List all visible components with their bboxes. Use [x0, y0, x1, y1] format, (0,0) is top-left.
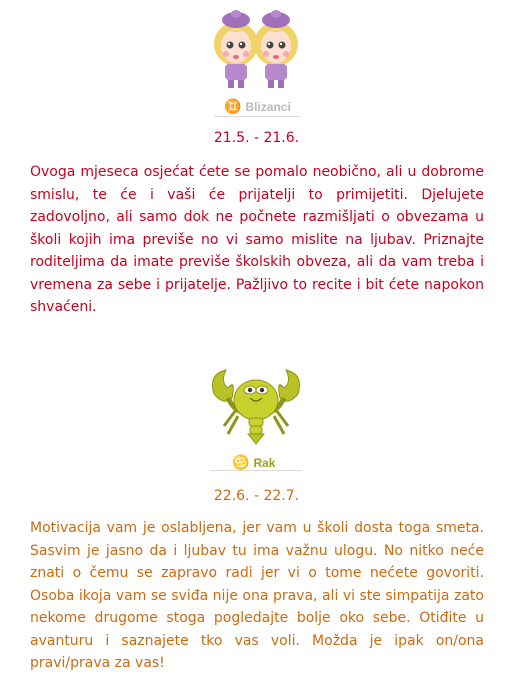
horoscope-text: Ovoga mjeseca osjećat ćete se pomalo neobično, ali u dobrome smislu, te će i vaši će prijatelji to primijetiti. Djelujete zadovoljno, ali samo dok ne počnete razmišljati o obvezama u školi kojih ima previše no vi samo mislite na ljubav. Priznajte roditeljima da imate previše školskih obveza, ali da vam treba i vremena za sebe i prijatelje. Pažljivo to recite i bit ćete napokon shvaćeni. [30, 164, 484, 315]
divider [214, 116, 300, 117]
gemini-glyph-icon: ♊ [224, 98, 242, 114]
sign-name: Rak [253, 455, 276, 470]
cancer-glyph-icon: ♋ [232, 454, 250, 470]
sign-dates: 22.6. - 22.7. [213, 488, 300, 504]
sign-caption [224, 98, 291, 115]
sign-name: Blizanci [245, 99, 291, 114]
horoscope-text: Motivacija vam je oslabljena, jer vam u školi dosta toga smeta. Sasvim je jasno da i ljubav tu ima važnu ulogu. No nitko neće znati o čemu se zapravo radi jer vi o tome nećete govoriti. Osoba ikoja vam se sviđa nije ona prava, ali vi ste simpatija zato nekome drugome stoga pogledajte bolje oko sebe. Otiđite u avanturu i saznajete tko vas voli. Možda je ipak on/ona pravi/prava za vas! [30, 520, 484, 671]
sign-dates: 21.5. - 21.6. [213, 130, 300, 146]
divider [210, 470, 302, 471]
sign-caption [232, 454, 275, 471]
twins-girls-icon [208, 4, 304, 96]
crab-icon [206, 364, 306, 452]
